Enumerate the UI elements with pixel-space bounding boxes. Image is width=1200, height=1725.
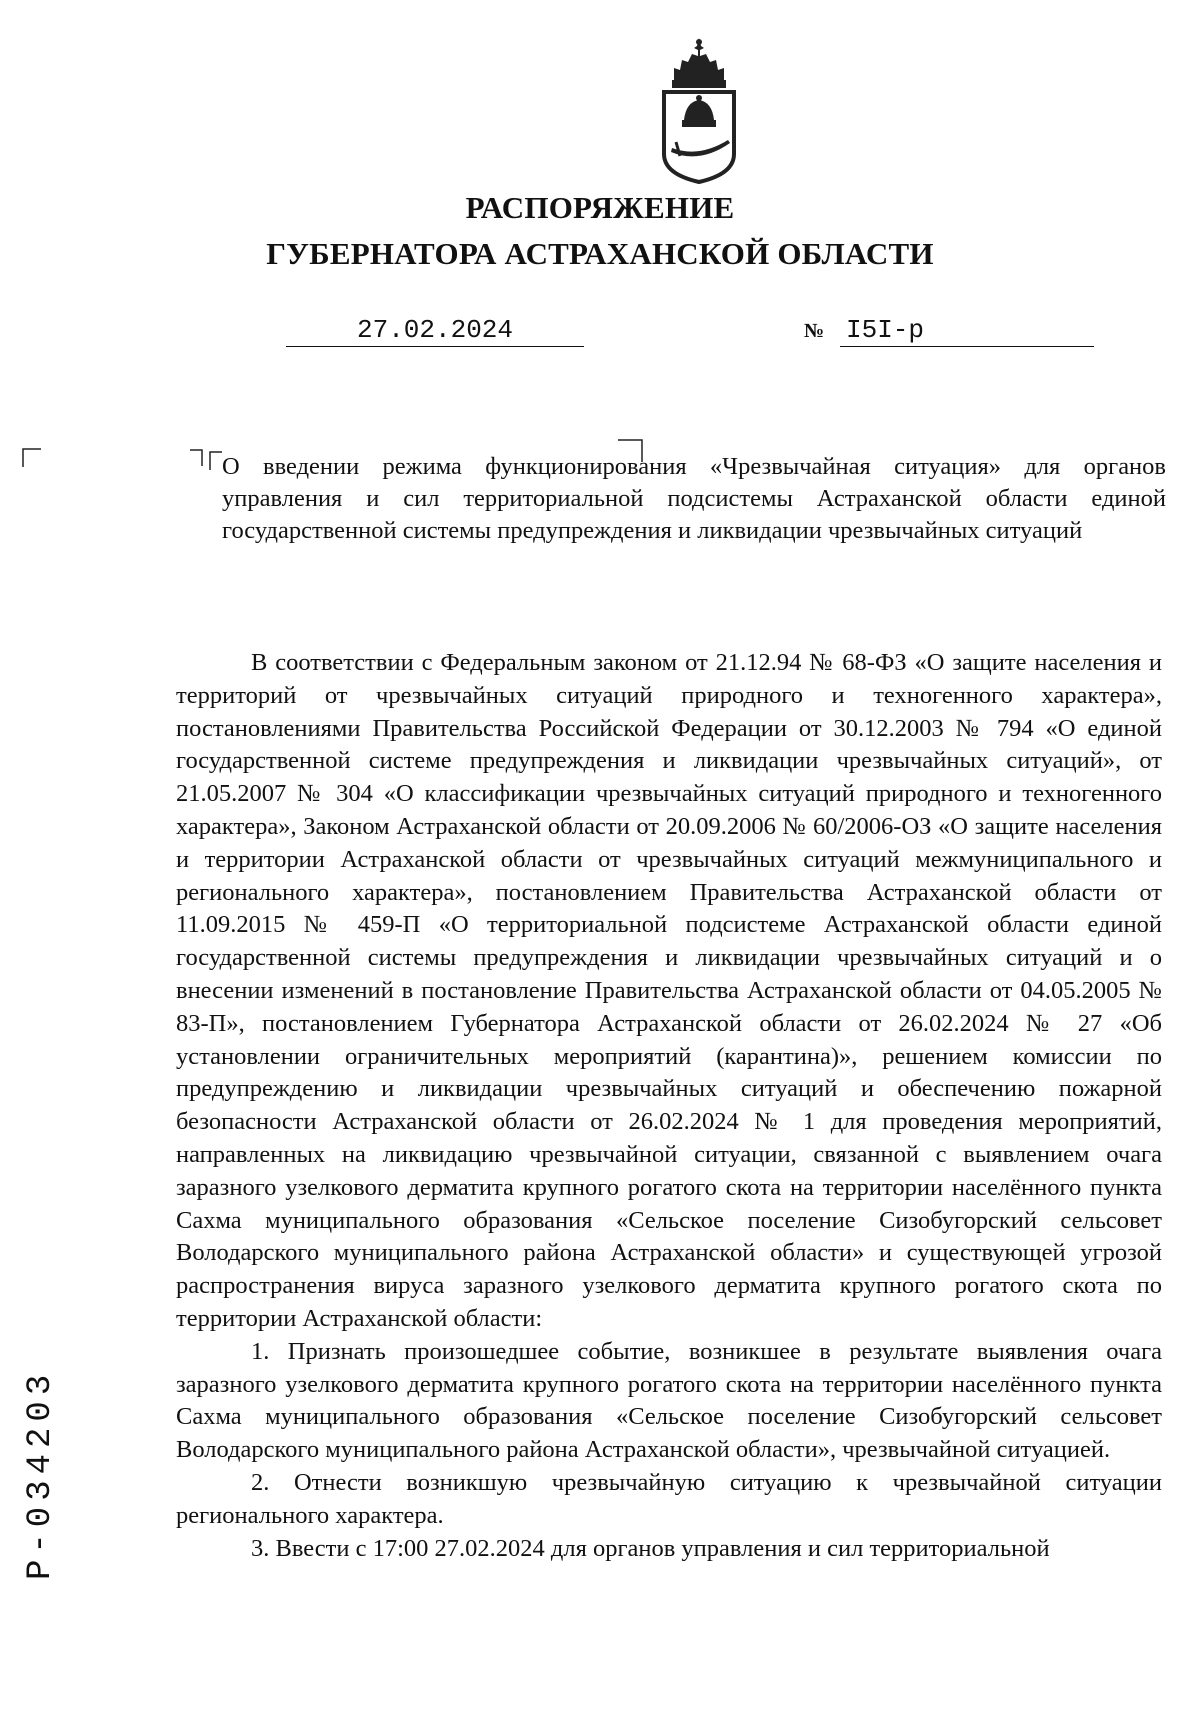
margin-serial-stamp: Р-034203 xyxy=(22,1368,60,1580)
preamble-paragraph: В соответствии с Федеральным законом от 21.12.94 № 68-ФЗ «О защите населения и территорий от чрезвычайных ситуаций природного и техногенного характера», постановлениями Правительства Российской Федерации от 30.12.2003 № 794 «О единой государственной системе предупреждения и ликвидации чрезвычайных ситуаций», от 21.05.2007 № 304 «О классификации чрезвычайных ситуаций природного и техногенного характера», Законом Астраханской области от 20.09.2006 № 60/2006-ОЗ «О защите населения и территории Астраханской области от чрезвычайных ситуаций межмуниципального и регионального характера», постановлением Правительства Астраханской области от 11.09.2015 № 459-П «О территориальной подсистеме Астраханской области единой государственной системы предупреждения и ликвидации чрезвычайных ситуаций и о внесении изменений в постановление Правительства Астраханской области от 04.05.2005 № 83-П», постановлением Губернатора Астраханской области от 26.02.2024 № 27 «Об установлении ограничительных мероприятий (карантина)», решением комиссии по предупреждению и ликвидации чрезвычайных ситуаций и обеспечению пожарной безопасности Астраханской области от 26.02.2024 № 1 для проведения мероприятий, направленных на ликвидацию чрезвычайной ситуации, связанной с выявлением очага заразного узелкового дерматита крупного рогатого скота на территории населённого пункта Сахма муниципального образования «Сельское поселение Сизобугорский сельсовет Володарского муниципального района Астраханской области» и существующей угрозой распространения вируса заразного узелкового дерматита крупного рогатого скота по территории Астраханской области: xyxy=(176,649,1162,1332)
document-body xyxy=(176,647,1162,1565)
document-date: 27.02.2024 xyxy=(286,314,584,347)
item-3-paragraph: 3. Ввести с 17:00 27.02.2024 для органов управления и сил территориальной xyxy=(251,1534,1050,1562)
coat-of-arms-icon xyxy=(654,36,744,186)
document-subject: О введении режима функционирования «Чрезвычайная ситуация» для органов управления и сил территориальной подсистемы Астраханской области единой государственной системы предупреждения и ликвидации чрезвычайных ситуаций xyxy=(222,453,1166,544)
document-number: I5I-р xyxy=(840,314,1094,347)
subject-open-bracket xyxy=(188,448,224,474)
number-label: № xyxy=(804,320,825,342)
document-title: РАСПОРЯЖЕНИЕ xyxy=(465,190,735,225)
document-issuer: ГУБЕРНАТОРА АСТРАХАНСКОЙ ОБЛАСТИ xyxy=(266,236,934,271)
item-2-paragraph: 2. Отнести возникшую чрезвычайную ситуацию к чрезвычайной ситуации регионального характера. xyxy=(176,1468,1162,1529)
left-margin-corner-mark xyxy=(22,448,42,468)
item-1-paragraph: 1. Признать произошедшее событие, возникшее в результате выявления очага заразного узелкового дерматита крупного рогатого скота на территории населённого пункта Сахма муниципального образования «Сельское поселение Сизобугорский сельсовет Володарского муниципального района Астраханской области», чрезвычайной ситуацией. xyxy=(176,1337,1162,1464)
